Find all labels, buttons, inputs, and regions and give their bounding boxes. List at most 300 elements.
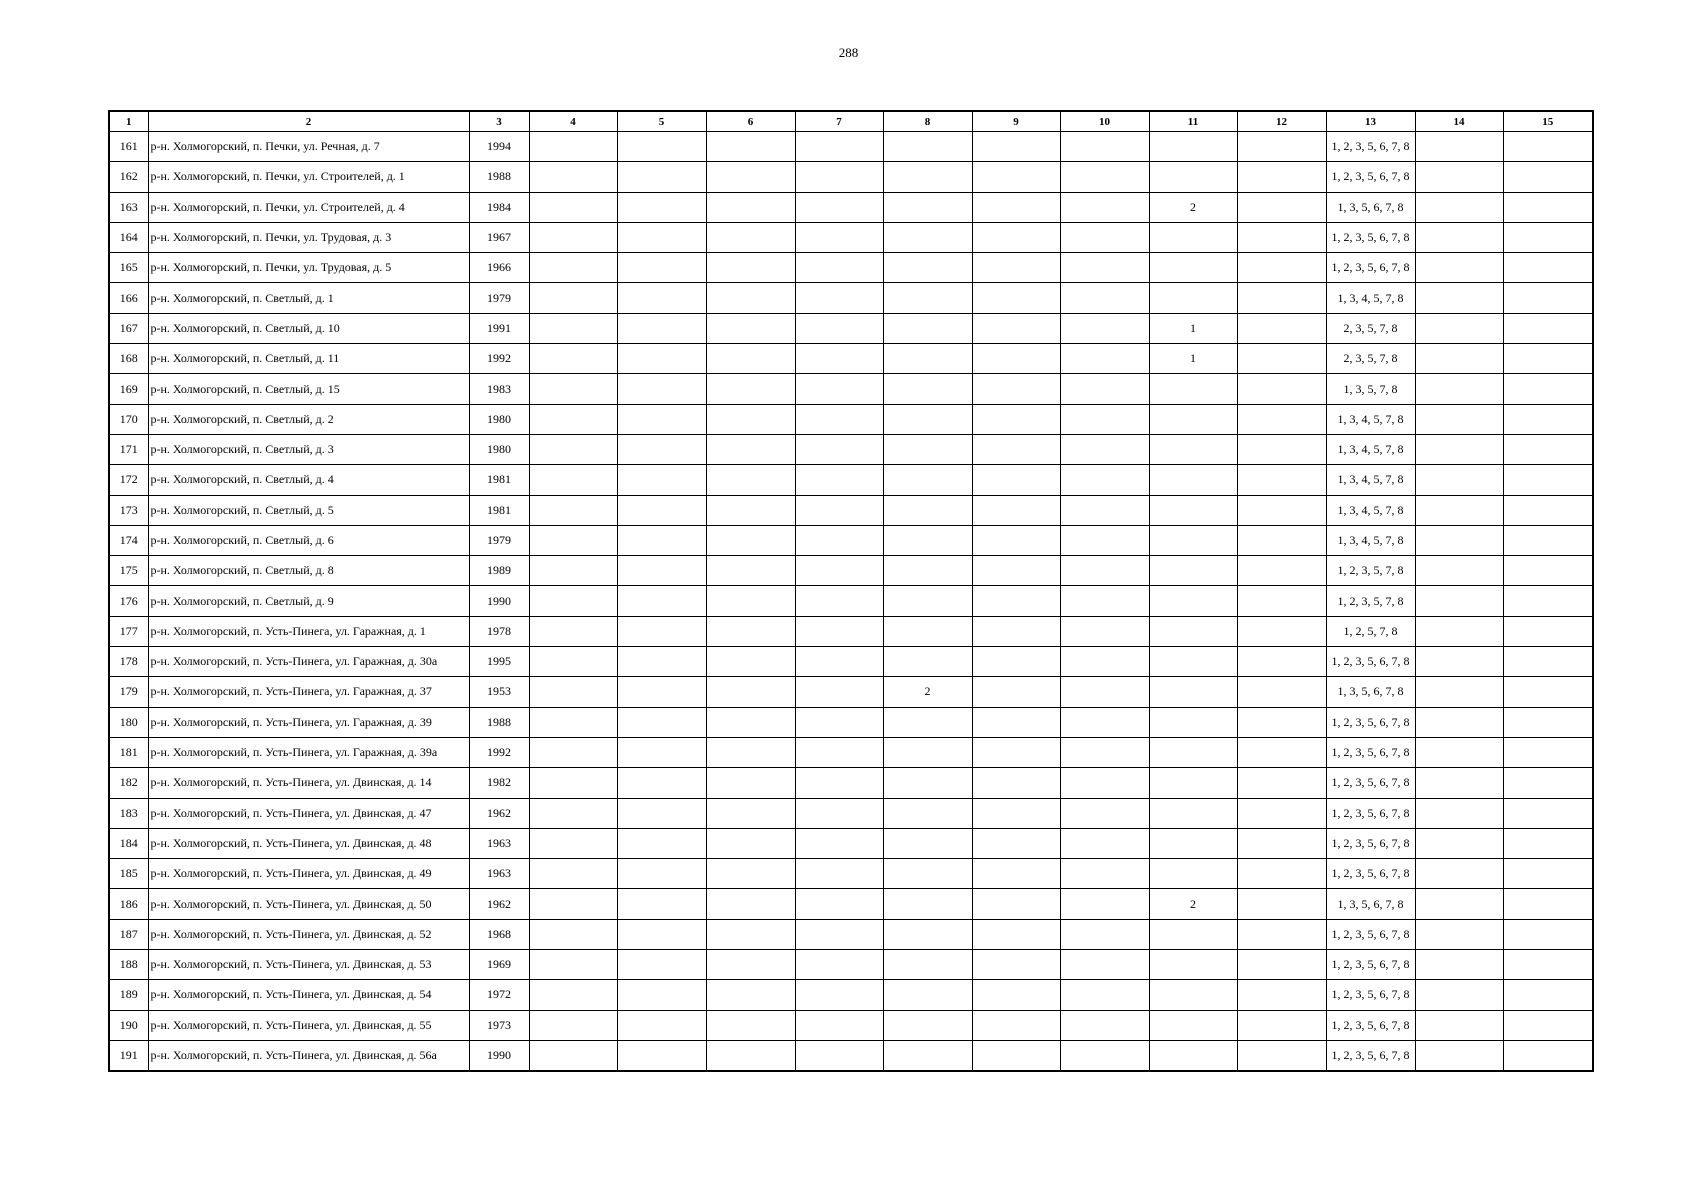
address-cell: р-н. Холмогорский, п. Печки, ул. Строителей, д. 1 (148, 162, 469, 192)
table-cell (529, 1040, 617, 1071)
address-cell: р-н. Холмогорский, п. Светлый, д. 11 (148, 344, 469, 374)
table-cell (795, 313, 883, 343)
table-cell (883, 162, 972, 192)
address-cell: р-н. Холмогорский, п. Усть-Пинега, ул. Двинская, д. 50 (148, 889, 469, 919)
table-row (109, 707, 1593, 737)
table-cell (1503, 283, 1593, 313)
table-cell: 2 (1149, 889, 1237, 919)
table-cell (1503, 737, 1593, 767)
table-cell (1149, 768, 1237, 798)
table-cell (1503, 222, 1593, 252)
table-cell (1149, 950, 1237, 980)
table-cell (1415, 344, 1503, 374)
table-cell (795, 525, 883, 555)
table-cell (617, 313, 706, 343)
table-cell (706, 404, 795, 434)
table-cell (972, 768, 1060, 798)
table-cell (1060, 1010, 1149, 1040)
table-cell (706, 828, 795, 858)
table-cell (1237, 616, 1326, 646)
table-cell (1503, 556, 1593, 586)
table-cell (617, 162, 706, 192)
table-cell (706, 495, 795, 525)
table-cell (1237, 556, 1326, 586)
row-number-cell: 180 (109, 707, 148, 737)
table-cell (883, 465, 972, 495)
table-cell (529, 404, 617, 434)
table-cell (1415, 1040, 1503, 1071)
table-cell (883, 132, 972, 162)
table-cell (972, 192, 1060, 222)
table-cell (1060, 434, 1149, 464)
table-cell (1149, 586, 1237, 616)
table-cell (1503, 253, 1593, 283)
address-cell: р-н. Холмогорский, п. Усть-Пинега, ул. Двинская, д. 14 (148, 768, 469, 798)
column-header: 6 (706, 111, 795, 132)
table-cell (706, 859, 795, 889)
year-cell: 1988 (469, 707, 529, 737)
table-cell (795, 374, 883, 404)
address-cell: р-н. Холмогорский, п. Усть-Пинега, ул. Гаражная, д. 30а (148, 647, 469, 677)
table-cell (1060, 192, 1149, 222)
table-cell (617, 1040, 706, 1071)
table-cell (1415, 889, 1503, 919)
address-cell: р-н. Холмогорский, п. Усть-Пинега, ул. Двинская, д. 55 (148, 1010, 469, 1040)
table-cell (1237, 222, 1326, 252)
table-cell: 1, 2, 5, 7, 8 (1326, 616, 1415, 646)
table-cell (1149, 434, 1237, 464)
table-cell (617, 980, 706, 1010)
table-cell (1415, 647, 1503, 677)
table-cell (529, 1010, 617, 1040)
row-number-cell: 189 (109, 980, 148, 1010)
column-header: 4 (529, 111, 617, 132)
table-cell (1415, 980, 1503, 1010)
address-cell: р-н. Холмогорский, п. Светлый, д. 8 (148, 556, 469, 586)
table-cell (972, 677, 1060, 707)
table-row (109, 222, 1593, 252)
table-cell (1149, 828, 1237, 858)
table-cell (529, 283, 617, 313)
table-cell (706, 980, 795, 1010)
table-cell (1149, 798, 1237, 828)
column-header: 14 (1415, 111, 1503, 132)
address-cell: р-н. Холмогорский, п. Усть-Пинега, ул. Гаражная, д. 39а (148, 737, 469, 767)
table-cell: 1 (1149, 344, 1237, 374)
address-cell: р-н. Холмогорский, п. Светлый, д. 1 (148, 283, 469, 313)
table-row (109, 737, 1593, 767)
year-cell: 1967 (469, 222, 529, 252)
table-cell (883, 950, 972, 980)
table-cell (706, 222, 795, 252)
table-cell: 2 (1149, 192, 1237, 222)
table-cell (1149, 616, 1237, 646)
table-cell (1060, 919, 1149, 949)
year-cell: 1953 (469, 677, 529, 707)
table-cell (1503, 647, 1593, 677)
address-cell: р-н. Холмогорский, п. Усть-Пинега, ул. Двинская, д. 53 (148, 950, 469, 980)
table-cell (883, 647, 972, 677)
table-cell (1060, 647, 1149, 677)
table-cell (1415, 556, 1503, 586)
table-row (109, 162, 1593, 192)
table-cell (972, 465, 1060, 495)
table-cell: 1, 3, 4, 5, 7, 8 (1326, 404, 1415, 434)
table-row (109, 253, 1593, 283)
table-cell (1060, 707, 1149, 737)
table-cell (972, 434, 1060, 464)
table-cell (529, 828, 617, 858)
table-cell (1149, 737, 1237, 767)
table-cell: 1, 2, 3, 5, 6, 7, 8 (1326, 1040, 1415, 1071)
row-number-cell: 174 (109, 525, 148, 555)
table-row (109, 313, 1593, 343)
row-number-cell: 173 (109, 495, 148, 525)
table-cell (972, 859, 1060, 889)
row-number-cell: 168 (109, 344, 148, 374)
table-cell (706, 434, 795, 464)
table-cell (883, 919, 972, 949)
table-cell (1060, 768, 1149, 798)
address-cell: р-н. Холмогорский, п. Печки, ул. Трудовая, д. 5 (148, 253, 469, 283)
row-number-cell: 185 (109, 859, 148, 889)
column-header: 12 (1237, 111, 1326, 132)
table-cell (795, 707, 883, 737)
table-cell (1415, 192, 1503, 222)
year-cell: 1980 (469, 404, 529, 434)
table-cell (1415, 950, 1503, 980)
row-number-cell: 167 (109, 313, 148, 343)
table-row (109, 859, 1593, 889)
table-cell (1415, 525, 1503, 555)
table-cell (706, 586, 795, 616)
table-row (109, 798, 1593, 828)
table-cell: 1, 2, 3, 5, 6, 7, 8 (1326, 950, 1415, 980)
table-cell (972, 495, 1060, 525)
column-header: 2 (148, 111, 469, 132)
table-cell (529, 465, 617, 495)
table-cell (795, 192, 883, 222)
table-cell (617, 707, 706, 737)
column-header: 5 (617, 111, 706, 132)
table-cell (706, 344, 795, 374)
table-cell (529, 980, 617, 1010)
table-cell (529, 222, 617, 252)
table-cell (883, 737, 972, 767)
table-cell (795, 253, 883, 283)
table-cell (617, 344, 706, 374)
address-cell: р-н. Холмогорский, п. Усть-Пинега, ул. Двинская, д. 47 (148, 798, 469, 828)
table-cell: 1, 2, 3, 5, 6, 7, 8 (1326, 253, 1415, 283)
table-cell: 1, 2, 3, 5, 6, 7, 8 (1326, 132, 1415, 162)
table-body (109, 132, 1593, 1072)
table-cell (529, 707, 617, 737)
column-header: 11 (1149, 111, 1237, 132)
registry-table (108, 110, 1594, 1072)
table-cell (1149, 162, 1237, 192)
row-number-cell: 179 (109, 677, 148, 707)
year-cell: 1992 (469, 344, 529, 374)
table-cell (795, 132, 883, 162)
table-cell (1060, 404, 1149, 434)
table-cell (1149, 404, 1237, 434)
year-cell: 1972 (469, 980, 529, 1010)
table-cell (1503, 859, 1593, 889)
table-row (109, 768, 1593, 798)
table-cell (972, 737, 1060, 767)
table-cell (883, 616, 972, 646)
table-cell (706, 132, 795, 162)
table-cell (1149, 283, 1237, 313)
table-cell (1503, 950, 1593, 980)
table-cell (883, 434, 972, 464)
table-cell (617, 768, 706, 798)
table-cell (1415, 253, 1503, 283)
table-cell (529, 434, 617, 464)
table-cell: 1 (1149, 313, 1237, 343)
table-cell (1060, 677, 1149, 707)
table-cell (1237, 495, 1326, 525)
table-cell (529, 344, 617, 374)
table-cell (1060, 828, 1149, 858)
table-row (109, 677, 1593, 707)
table-cell: 1, 2, 3, 5, 6, 7, 8 (1326, 707, 1415, 737)
row-number-cell: 162 (109, 162, 148, 192)
table-cell (529, 313, 617, 343)
year-cell: 1966 (469, 253, 529, 283)
table-cell (1503, 1040, 1593, 1071)
table-cell (972, 344, 1060, 374)
table-cell (1237, 283, 1326, 313)
table-cell (706, 798, 795, 828)
table-cell (795, 859, 883, 889)
table-cell (883, 1010, 972, 1040)
row-number-cell: 181 (109, 737, 148, 767)
table-cell (617, 737, 706, 767)
table-row (109, 283, 1593, 313)
table-cell (1503, 132, 1593, 162)
table-cell (795, 828, 883, 858)
table-cell: 1, 3, 4, 5, 7, 8 (1326, 465, 1415, 495)
table-row (109, 434, 1593, 464)
table-cell (706, 737, 795, 767)
table-cell (972, 1040, 1060, 1071)
table-cell (1060, 859, 1149, 889)
address-cell: р-н. Холмогорский, п. Печки, ул. Речная, д. 7 (148, 132, 469, 162)
table-row (109, 828, 1593, 858)
year-cell: 1962 (469, 798, 529, 828)
table-cell: 1, 3, 5, 7, 8 (1326, 374, 1415, 404)
table-cell (883, 404, 972, 434)
table-row (109, 404, 1593, 434)
table-cell (1060, 374, 1149, 404)
table-row (109, 586, 1593, 616)
address-cell: р-н. Холмогорский, п. Усть-Пинега, ул. Двинская, д. 52 (148, 919, 469, 949)
page-number: 288 (838, 45, 859, 60)
address-cell: р-н. Холмогорский, п. Усть-Пинега, ул. Гаражная, д. 1 (148, 616, 469, 646)
table-cell (1503, 798, 1593, 828)
address-cell: р-н. Холмогорский, п. Усть-Пинега, ул. Двинская, д. 56а (148, 1040, 469, 1071)
table-cell (1237, 1010, 1326, 1040)
table-cell (617, 404, 706, 434)
table-cell: 2, 3, 5, 7, 8 (1326, 344, 1415, 374)
table-cell (1237, 253, 1326, 283)
address-cell: р-н. Холмогорский, п. Светлый, д. 9 (148, 586, 469, 616)
table-cell (529, 950, 617, 980)
table-cell (795, 616, 883, 646)
table-cell (706, 313, 795, 343)
row-number-cell: 171 (109, 434, 148, 464)
table-cell (706, 1010, 795, 1040)
table-cell (529, 798, 617, 828)
table-row (109, 344, 1593, 374)
table-cell (883, 495, 972, 525)
row-number-cell: 175 (109, 556, 148, 586)
table-cell: 1, 3, 5, 6, 7, 8 (1326, 889, 1415, 919)
table-row (109, 980, 1593, 1010)
row-number-cell: 170 (109, 404, 148, 434)
table-cell (883, 980, 972, 1010)
table-cell (972, 950, 1060, 980)
year-cell: 1994 (469, 132, 529, 162)
table-cell (617, 647, 706, 677)
table-cell (795, 404, 883, 434)
year-cell: 1990 (469, 586, 529, 616)
table-cell (972, 222, 1060, 252)
table-cell (1237, 374, 1326, 404)
table-cell (795, 950, 883, 980)
table-cell (617, 374, 706, 404)
table-cell (617, 889, 706, 919)
table-cell (1060, 253, 1149, 283)
table-cell (1060, 495, 1149, 525)
column-header: 9 (972, 111, 1060, 132)
table-row (109, 132, 1593, 162)
table-cell: 1, 2, 3, 5, 6, 7, 8 (1326, 980, 1415, 1010)
table-cell (1237, 950, 1326, 980)
table-cell: 1, 2, 3, 5, 7, 8 (1326, 586, 1415, 616)
table-cell (972, 707, 1060, 737)
table-cell (883, 586, 972, 616)
table-cell (1503, 677, 1593, 707)
year-cell: 1963 (469, 859, 529, 889)
table-cell (795, 919, 883, 949)
table-cell (1503, 434, 1593, 464)
row-number-cell: 177 (109, 616, 148, 646)
table-cell (1237, 919, 1326, 949)
table-cell (529, 132, 617, 162)
address-cell: р-н. Холмогорский, п. Усть-Пинега, ул. Двинская, д. 49 (148, 859, 469, 889)
table-cell (1060, 798, 1149, 828)
table-cell (1149, 556, 1237, 586)
year-cell: 1969 (469, 950, 529, 980)
table-cell (1060, 283, 1149, 313)
table-cell (617, 222, 706, 252)
table-cell (529, 737, 617, 767)
table-cell (1503, 980, 1593, 1010)
table-cell (795, 283, 883, 313)
column-header: 8 (883, 111, 972, 132)
address-cell: р-н. Холмогорский, п. Усть-Пинега, ул. Двинская, д. 54 (148, 980, 469, 1010)
table-cell (1415, 677, 1503, 707)
column-header: 13 (1326, 111, 1415, 132)
table-cell (972, 162, 1060, 192)
table-cell (1149, 707, 1237, 737)
row-number-cell: 163 (109, 192, 148, 222)
table-cell (529, 859, 617, 889)
table-cell (1060, 737, 1149, 767)
table-cell (1237, 677, 1326, 707)
table-cell (529, 889, 617, 919)
table-cell (1415, 616, 1503, 646)
year-cell: 1982 (469, 768, 529, 798)
year-cell: 1981 (469, 465, 529, 495)
table-cell (1415, 495, 1503, 525)
table-cell (1149, 1040, 1237, 1071)
row-number-cell: 184 (109, 828, 148, 858)
table-cell (529, 677, 617, 707)
table-cell (1503, 525, 1593, 555)
year-cell: 1981 (469, 495, 529, 525)
table-cell: 1, 2, 3, 5, 7, 8 (1326, 556, 1415, 586)
table-cell: 1, 2, 3, 5, 6, 7, 8 (1326, 798, 1415, 828)
table-cell (795, 556, 883, 586)
table-cell (706, 556, 795, 586)
table-cell (795, 162, 883, 192)
table-cell (1415, 919, 1503, 949)
table-cell (617, 283, 706, 313)
row-number-cell: 191 (109, 1040, 148, 1071)
table-cell (1149, 525, 1237, 555)
table-cell (1415, 434, 1503, 464)
table-cell (972, 313, 1060, 343)
table-cell (1415, 768, 1503, 798)
table-cell (795, 647, 883, 677)
table-cell (795, 1040, 883, 1071)
table-cell (1503, 586, 1593, 616)
table-cell (883, 859, 972, 889)
column-header: 3 (469, 111, 529, 132)
table-cell (1149, 647, 1237, 677)
table-cell (1503, 889, 1593, 919)
table-cell (706, 465, 795, 495)
row-number-cell: 188 (109, 950, 148, 980)
table-cell (529, 495, 617, 525)
column-header: 1 (109, 111, 148, 132)
table-cell (617, 616, 706, 646)
table-cell (795, 737, 883, 767)
year-cell: 1962 (469, 889, 529, 919)
row-number-cell: 190 (109, 1010, 148, 1040)
table-cell (1060, 586, 1149, 616)
table-cell (1060, 556, 1149, 586)
table-cell: 1, 3, 4, 5, 7, 8 (1326, 525, 1415, 555)
table-cell (617, 434, 706, 464)
table-cell (795, 344, 883, 374)
table-cell (1237, 768, 1326, 798)
address-cell: р-н. Холмогорский, п. Усть-Пинега, ул. Двинская, д. 48 (148, 828, 469, 858)
table-cell (706, 950, 795, 980)
address-cell: р-н. Холмогорский, п. Светлый, д. 3 (148, 434, 469, 464)
table-row (109, 495, 1593, 525)
table-cell (706, 919, 795, 949)
year-cell: 1979 (469, 283, 529, 313)
table-cell (1503, 374, 1593, 404)
table-cell (972, 283, 1060, 313)
table-cell (1415, 162, 1503, 192)
table-cell (1149, 1010, 1237, 1040)
table-cell (1415, 404, 1503, 434)
